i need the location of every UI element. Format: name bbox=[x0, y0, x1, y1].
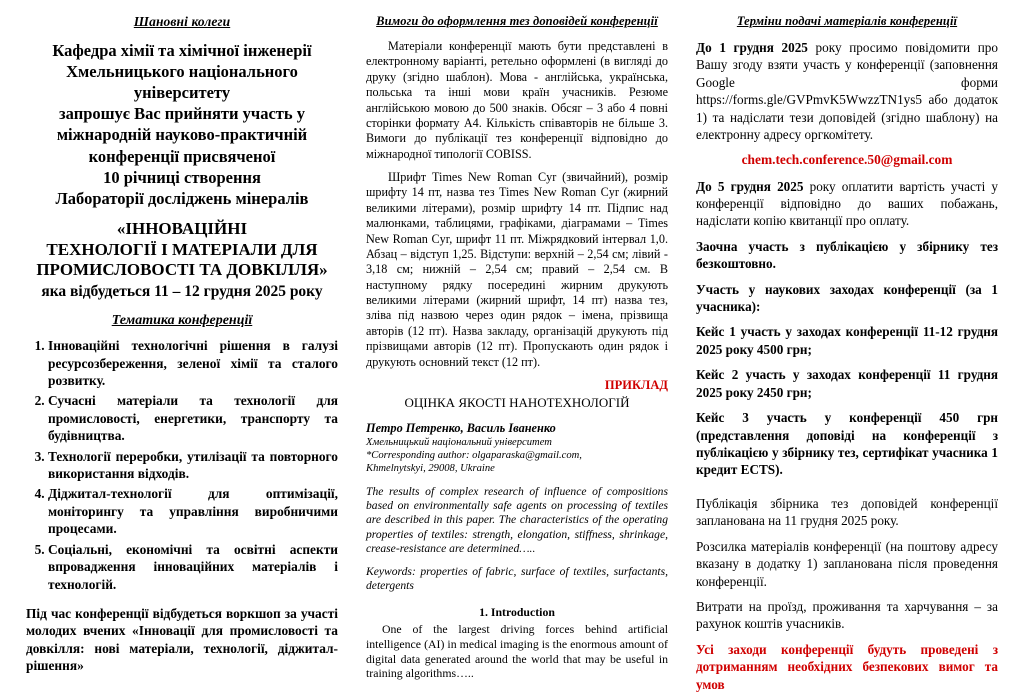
sample-section-heading: 1. Introduction bbox=[479, 605, 555, 620]
conference-dates: яка відбудеться 11 – 12 грудня 2025 року bbox=[41, 283, 323, 301]
fee-case-2 bbox=[696, 366, 998, 401]
deadline-1-date: До 1 грудня 2025 bbox=[696, 40, 808, 55]
column-right bbox=[682, 14, 1012, 692]
free-participation-label: Заочна участь bbox=[696, 238, 789, 254]
invitation-line-6: 10 річниці створення bbox=[103, 167, 261, 187]
column-middle bbox=[352, 14, 682, 687]
fee-case-1-amount: 4500 грн; bbox=[756, 341, 812, 357]
free-participation bbox=[696, 238, 998, 273]
fees-heading: Участь у наукових заходах конференції (за 1 учасника): bbox=[696, 281, 998, 315]
fee-case-3-text: участь у конференції bbox=[766, 410, 922, 426]
list-item: 2. Сучасні матеріали та технології для промисловості, енергетики, транспорту та будівництва. bbox=[48, 392, 338, 444]
conference-title-line-2: ТЕХНОЛОГІЇ І МАТЕРІАЛИ ДЛЯ bbox=[46, 239, 318, 259]
deadline-2-date: До 5 грудня 2025 bbox=[696, 178, 804, 194]
requirements-heading: Вимоги до оформлення тез доповідей конференції bbox=[376, 14, 658, 28]
list-item: 4. Діджитал-технології для оптимізації, моніторингу та управління виробничими процесами. bbox=[48, 485, 338, 537]
fee-case-3-label: Кейс 3 bbox=[696, 410, 749, 426]
deadline-1 bbox=[696, 39, 998, 144]
greeting-heading: Шановні колеги bbox=[133, 14, 231, 29]
fee-case-2-label: Кейс 2 bbox=[696, 367, 739, 383]
fee-case-1 bbox=[696, 323, 998, 358]
orgcommittee-email[interactable]: chem.tech.conference.50@gmail.com bbox=[741, 151, 953, 167]
topics-heading: Тематика конференції bbox=[111, 313, 253, 329]
invitation-line-5: конференції присвяченої bbox=[88, 146, 276, 166]
fee-case-3 bbox=[696, 409, 998, 479]
invitation-line-7: Лабораторії досліджень мінералів bbox=[55, 188, 309, 208]
sample-authors: Петро Петренко, Василь Іваненко bbox=[366, 420, 556, 435]
workshop-note: Під час конференції відбудеться воркшоп за участі молодих вчених «Інновації для промисловості та довкілля: нові матеріали, технології, діджитал-рішення» bbox=[26, 605, 338, 674]
sample-keywords: Keywords: properties of fabric, surface of textiles, surfactants, detergents bbox=[366, 564, 668, 592]
invitation-line-1: Кафедра хімії та хімічної інженерії bbox=[52, 41, 312, 60]
conference-title bbox=[26, 219, 338, 281]
sample-abstract: The results of complex research of influence of compositions based on environmentally safe agents on processing of textiles are described in this paper. The characteristics of the operating properties of textiles: strength, elongation, stiffness, shrinkage, crease-resistance are determined….. bbox=[366, 484, 668, 556]
column-left bbox=[12, 14, 352, 687]
free-participation-text: з публікацією у збірнику тез безкоштовно. bbox=[696, 238, 998, 272]
conference-title-line-3: ПРОМИСЛОВОСТІ ТА ДОВКІЛЛЯ» bbox=[36, 260, 328, 280]
deadline-2 bbox=[696, 178, 998, 230]
deadline-1-text: року просимо повідомити про Вашу згоду взяти участь у конференції (заповнення Google форми https://forms.gle/GVPmvK5WwzzTN1ys5 або додаток 1) та надіслати тези доповідей (згідно шаблону) на електронну адресу оргкомітету. bbox=[696, 40, 998, 143]
example-label: ПРИКЛАД bbox=[604, 377, 668, 392]
mailing-info: Розсилка матеріалів конференції (на поштову адресу вказану в додатку 1) запланована після проведення конференції. bbox=[696, 538, 998, 589]
requirements-paragraph-2: Шрифт Times New Roman Cyr (звичайний), розмір шрифту 14 пт, назва тез Times New Roman Cyr (жирний великими літерами), розмір шрифту 14 пт. Підпис над малюнками, таблицями, графіками, діаграмами – Times New Roman Cyr, шрифт 11 пт. Міжрядковий інтервал 1,0. Абзац – відступ 1,25. Відступи: верхній – 2,54 см; лівий - 3,18 см; нижній – 2,54 см; правий – 2,54 см. В наступному рядку посередині жирним друкують великими літерами (жирний шрифт, 14 пт) назва тез, зліва під назвою через один рядок – імена, прізвища авторів (12 пт). Назва закладу, організацій друкують під прізвищами авторів (12 пт). Пропускають один рядок і друкують основний текст (12 пт). bbox=[366, 170, 668, 369]
sample-title: ОЦІНКА ЯКОСТІ НАНОТЕХНОЛОГІЙ bbox=[404, 394, 630, 410]
list-item: 5. Соціальні, економічні та освітні аспекти впровадження інноваційних матеріалів і технологій. bbox=[48, 541, 338, 593]
fee-case-1-label: Кейс 1 bbox=[696, 324, 736, 340]
expenses-info: Витрати на проїзд, проживання та харчування – за рахунок коштів учасників. bbox=[696, 598, 998, 632]
fee-case-2-text: участь у заходах конференції 11 грудня 2025 року bbox=[696, 367, 998, 400]
invitation-block bbox=[26, 40, 338, 209]
requirements-paragraph-1: Матеріали конференції мають бути представлені в електронному варіанті, ретельно оформлені (в вигляді до друку (згідно шаблон). Мова - англійська, українська, польська та інші мови країн учасників. Резюме англійською мовою до 500 знаків. Обсяг – 3 або 4 повні сторінки формату А4. Кількість співавторів не більше 3. Вимоги до публікації тез конференції відповідно до міжнародної типології COBISS. bbox=[366, 39, 668, 161]
sample-affiliation-line-1: Хмельницький національний університет bbox=[366, 436, 552, 448]
sample-affiliation bbox=[366, 437, 668, 476]
invitation-line-2: Хмельницького національного університету bbox=[66, 62, 298, 103]
fee-case-2-amount: 2450 грн; bbox=[756, 384, 812, 400]
sample-affiliation-line-3: Khmelnytskyi, 29008, Ukraine bbox=[366, 462, 495, 474]
fee-case-1-text: участь у заходах конференції 11-12 грудня 2025 року bbox=[696, 324, 998, 357]
safety-note: Усі заходи конференції будуть проведені з дотриманням необхідних безпекових вимог та умов bbox=[696, 641, 998, 692]
invitation-line-4: міжнародній науково-практичній bbox=[56, 125, 308, 145]
conference-title-line-1: «ІННОВАЦІЙНІ bbox=[116, 218, 248, 238]
list-item: 1. Інноваційні технологічні рішення в галузі ресурсозбереження, зеленої хімії та сталого розвитку. bbox=[48, 337, 338, 389]
list-item: 3. Технології переробки, утилізації та повторного використання відходів. bbox=[48, 448, 338, 483]
deadline-2-text: року оплатити вартість участі у конференції відповідно до ваших побажань, надіслати копію квитанції про оплату. bbox=[696, 178, 998, 229]
sample-affiliation-line-2: *Corresponding author: olgaparaska@gmail.com, bbox=[366, 449, 582, 461]
fee-case-3-tail: (представлення доповіді на конференції з публікацією у збірнику тез, сертифікат учасника 1 кредит ECTS). bbox=[696, 427, 998, 478]
fee-case-3-amount: 450 грн bbox=[939, 410, 999, 426]
deadlines-heading: Терміни подачі матеріалів конференції bbox=[736, 14, 958, 28]
topics-list bbox=[26, 337, 338, 593]
sample-body-text: One of the largest driving forces behind artificial intelligence (AI) in medical imaging is the enormous amount of digital data generated around the world that may be useful in training algorithms….. bbox=[366, 622, 668, 681]
publication-info: Публікація збірника тез доповідей конференції запланована на 11 грудня 2025 року. bbox=[696, 495, 998, 529]
invitation-line-3: запрошує Вас прийняти участь у bbox=[59, 104, 305, 124]
